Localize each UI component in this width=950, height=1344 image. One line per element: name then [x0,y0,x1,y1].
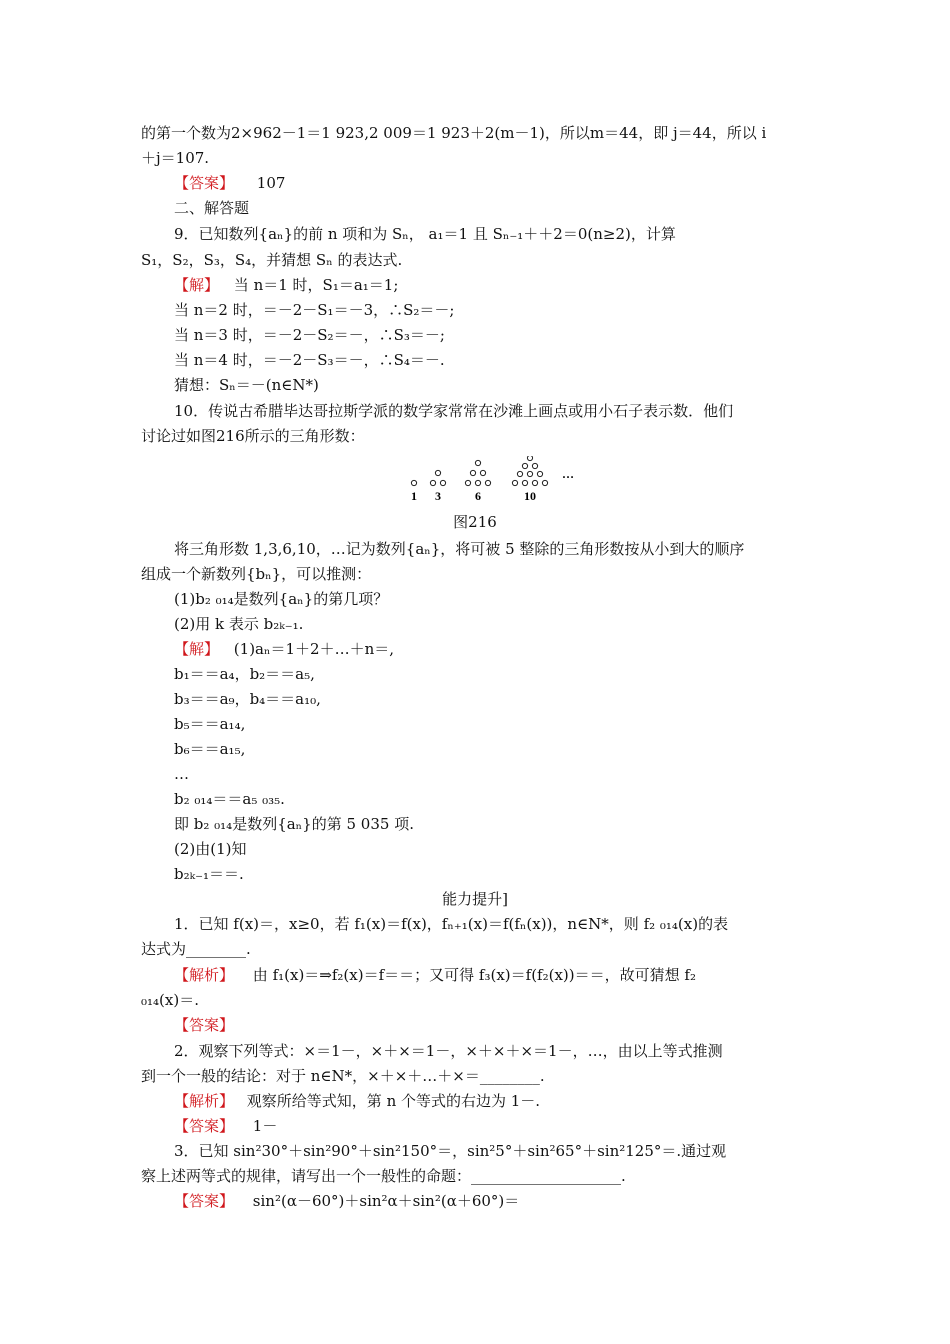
answer-tag: 【答案】 [174,1016,235,1034]
solution-line: … [174,765,189,783]
analysis-text: 观察所给等式知，第 n 个等式的右边为 1－. [246,1092,541,1110]
figure-label: 3 [435,489,441,503]
problem-3-cont: 察上述两等式的规律，请写出一个一般性的命题：____________________. [141,1167,626,1185]
problem-2: 2．观察下列等式：×＝1－，×＋×＝1－，×＋×＋×＝1－，…，由以上等式推测 [174,1042,723,1060]
triangular-numbers-figure [400,456,590,504]
figure-label: 1 [411,489,417,503]
solution-line: b₂ ₀₁₄＝＝a₅ ₀₃₅. [174,790,285,808]
problem-1-cont: 达式为________. [141,940,251,958]
question-10: 10．传说古希腊毕达哥拉斯学派的数学家常常在沙滩上画点或用小石子表示数．他们 [174,402,734,420]
question-9: 9．已知数列{aₙ}的前 n 项和为 Sₙ， a₁＝1 且 Sₙ₋₁＋＋2＝0(n≥2)，计算 [174,225,676,243]
solution-line: (2)由(1)知 [174,840,247,858]
problem-2-cont: 到一个一般的结论：对于 n∈N*，×＋×＋…＋×＝________. [141,1067,545,1085]
answer-line [174,1015,234,1035]
solution-line: 猜想：Sₙ＝－(n∈N*) [174,376,319,394]
answer-tag: 【答案】 [174,1192,235,1210]
question-9-cont: S₁，S₂，S₃，S₄，并猜想 Sₙ 的表达式. [141,251,403,269]
analysis-line [174,1091,540,1111]
question-10-text: 组成一个新数列{bₙ}，可以推测： [141,565,372,583]
question-10-text: 将三角形数 1,3,6,10，…记为数列{aₙ}，将可被 5 整除的三角形数按从小到大的顺序 [174,540,745,558]
section-heading: 二、解答题 [174,199,250,217]
solution-line: b₃＝＝a₉，b₄＝＝a₁₀, [174,690,321,708]
answer-tag: 【答案】 [174,1117,235,1135]
answer-line [174,1191,519,1211]
answer-tag: 【答案】 [174,174,235,192]
text-line: 的第一个数为2×962－1＝1 923,2 009＝1 923＋2(m－1)，所以m＝44，即 j＝44，所以 i [141,124,767,142]
analysis-tag: 【解析】 [174,1092,235,1110]
figure-label: 6 [475,489,481,503]
answer-line [174,1116,277,1136]
solution-line: 当 n＝3 时，＝－2－S₂＝－，∴S₃＝－; [174,326,445,344]
text-line: ＋j＝107. [141,149,210,167]
answer-value: 107 [256,174,286,192]
question-10-part: (2)用 k 表示 b₂ₖ₋₁. [174,615,304,633]
analysis-tag: 【解析】 [174,966,235,984]
answer-line [174,173,285,193]
solution-line: 即 b₂ ₀₁₄是数列{aₙ}的第 5 035 项. [174,815,414,833]
answer-value: 1－ [252,1117,278,1135]
solution-line [174,639,394,659]
figure-ellipsis: … [562,467,574,481]
analysis-line: ₀₁₄(x)＝. [141,991,199,1009]
solution-line: b₁＝＝a₄，b₂＝＝a₅, [174,665,315,683]
solution-text: (1)aₙ＝1＋2＋…＋n＝, [233,640,394,658]
solution-line: b₅＝＝a₁₄, [174,715,246,733]
figure-label: 10 [524,489,536,503]
problem-1: 1．已知 f(x)＝，x≥0，若 f₁(x)＝f(x)，fₙ₊₁(x)＝f(fₙ(x))，n∈N*，则 f₂ ₀₁₄(x)的表 [174,915,729,933]
solution-text: 当 n＝1 时，S₁＝a₁＝1; [233,276,399,294]
answer-value: sin²(α－60°)＋sin²α＋sin²(α＋60°)＝ [252,1192,520,1210]
solution-line: b₂ₖ₋₁＝＝. [174,865,244,883]
solution-line: b₆＝＝a₁₅, [174,740,246,758]
solution-tag: 【解】 [174,640,220,658]
analysis-line [174,965,696,985]
problem-3: 3．已知 sin²30°＋sin²90°＋sin²150°＝，sin²5°＋sin²65°＋sin²125°＝.通过观 [174,1142,727,1160]
section-heading-ability: 能力提升] [442,890,508,908]
solution-line: 当 n＝2 时，＝－2－S₁＝－3，∴S₂＝－; [174,301,455,319]
solution-line: 当 n＝4 时，＝－2－S₃＝－，∴S₄＝－. [174,351,445,369]
solution-line [174,275,398,295]
solution-tag: 【解】 [174,276,220,294]
question-10-part: (1)b₂ ₀₁₄是数列{aₙ}的第几项？ [174,590,389,608]
question-10-cont: 讨论过如图216所示的三角形数： [141,427,365,445]
figure-caption: 图216 [453,513,497,531]
analysis-text: 由 f₁(x)＝⇒f₂(x)＝f＝＝；又可得 f₃(x)＝f(f₂(x))＝＝，故可猜想 f₂ [252,966,696,984]
